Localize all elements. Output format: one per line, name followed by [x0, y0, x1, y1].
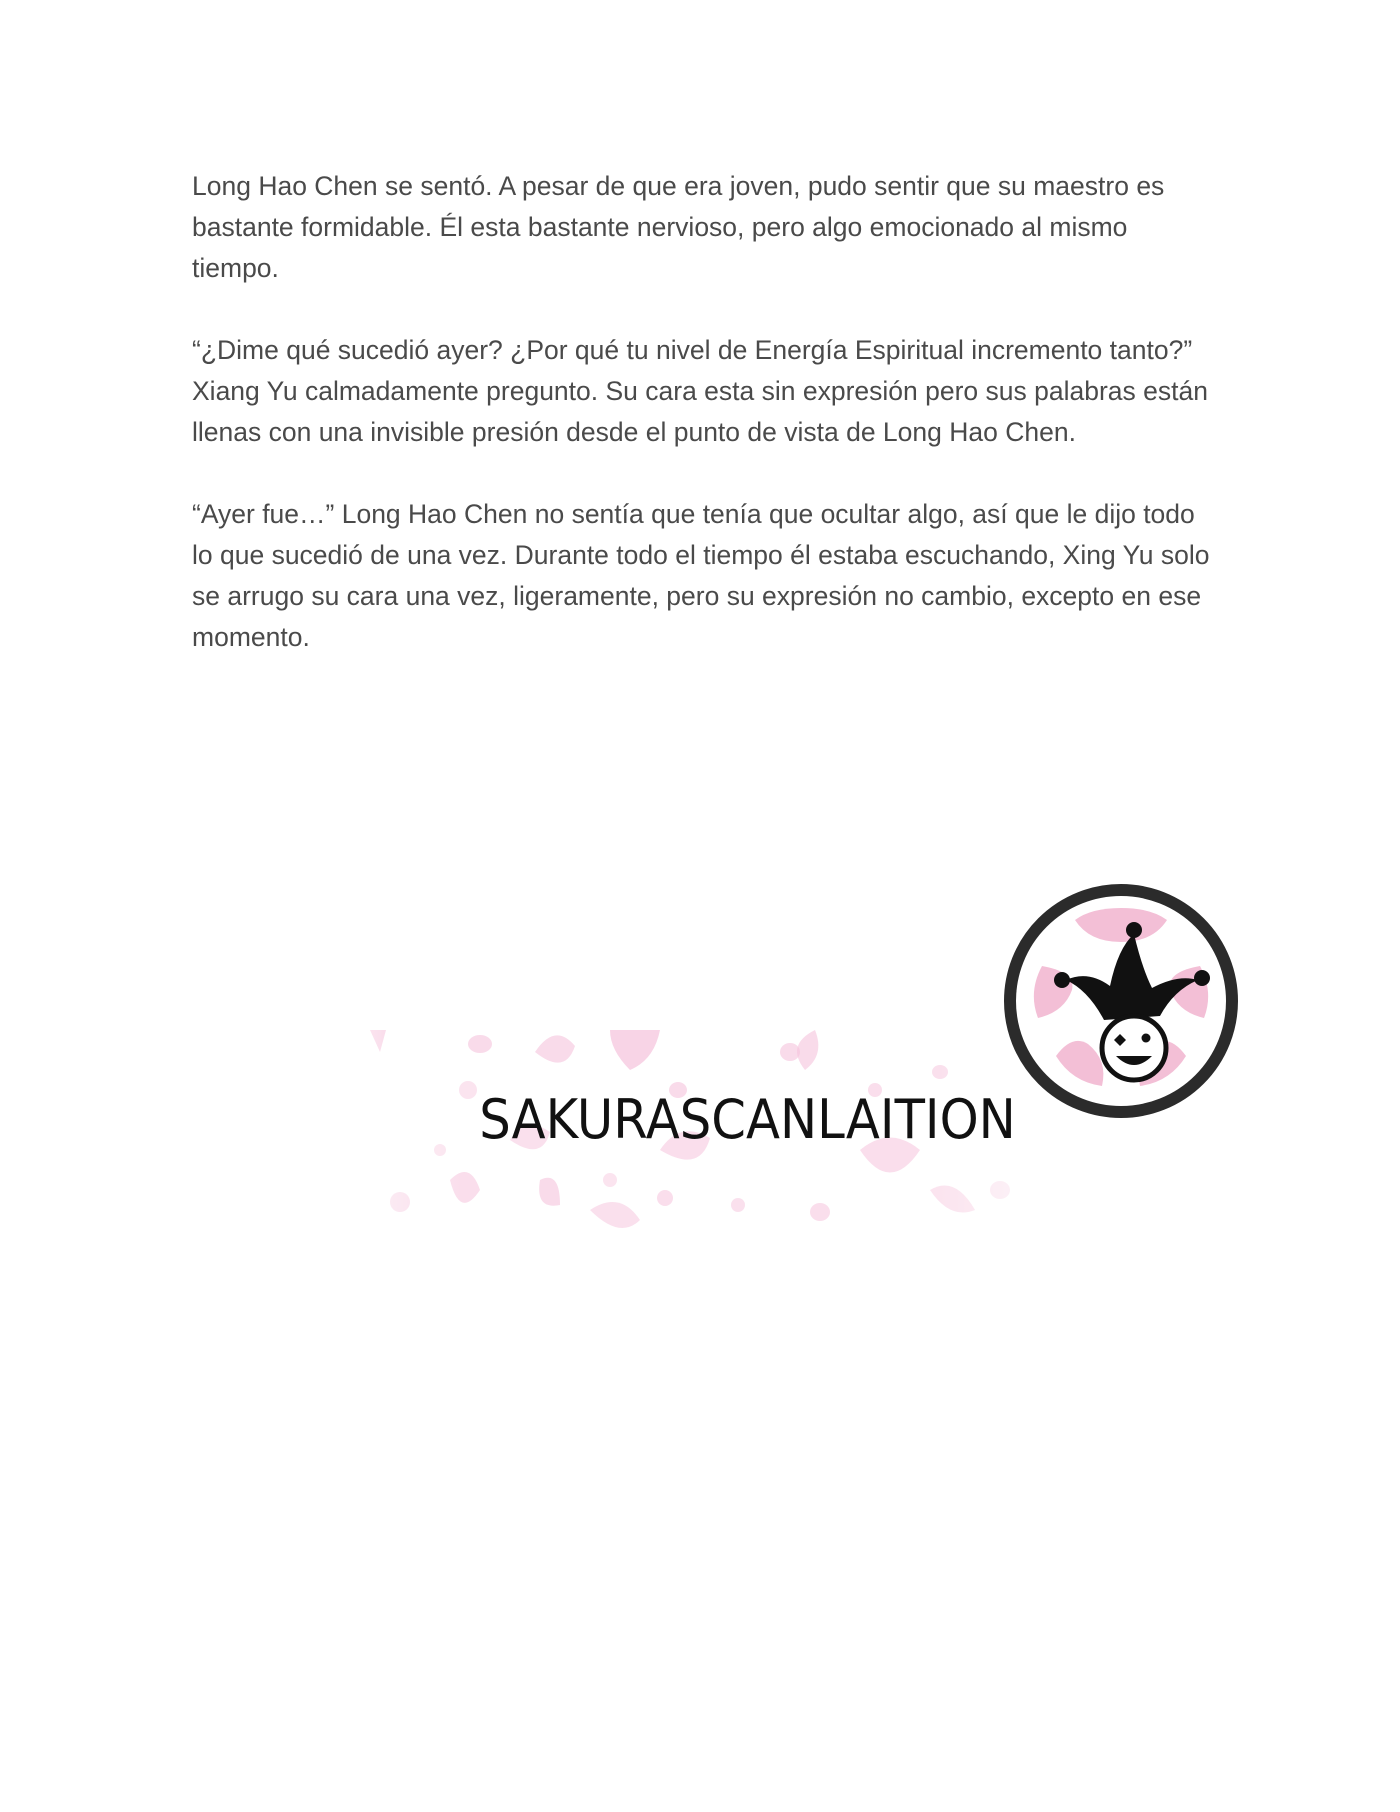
- paragraph-1: Long Hao Chen se sentó. A pesar de que era joven, pudo sentir que su maestro es bastante formidable. Él esta bastante nervioso, pero algo emocionado al mismo tiempo.: [192, 171, 1165, 283]
- jester-hat-clown-icon: [1000, 880, 1242, 1122]
- banner-title: SAKURASCANLAITION: [479, 1088, 1016, 1151]
- paragraph-2: “¿Dime qué sucedió ayer? ¿Por qué tu nivel de Energía Espiritual incremento tanto?” Xiang Yu calmadamente pregunto. Su cara esta sin expresión pero sus palabras están llenas con una invisible presión desde el punto de vista de Long Hao Chen.: [192, 335, 1208, 447]
- logo: [1000, 880, 1242, 1122]
- sakura-banner: [360, 1030, 1040, 1230]
- paragraph-3: “Ayer fue…” Long Hao Chen no sentía que tenía que ocultar algo, así que le dijo todo lo que sucedió de una vez. Durante todo el tiempo él estaba escuchando, Xing Yu solo se arrugo su cara una vez, ligeramente, pero su expresión no cambio, excepto en ese momento.: [192, 499, 1210, 652]
- body-text: [192, 166, 1212, 699]
